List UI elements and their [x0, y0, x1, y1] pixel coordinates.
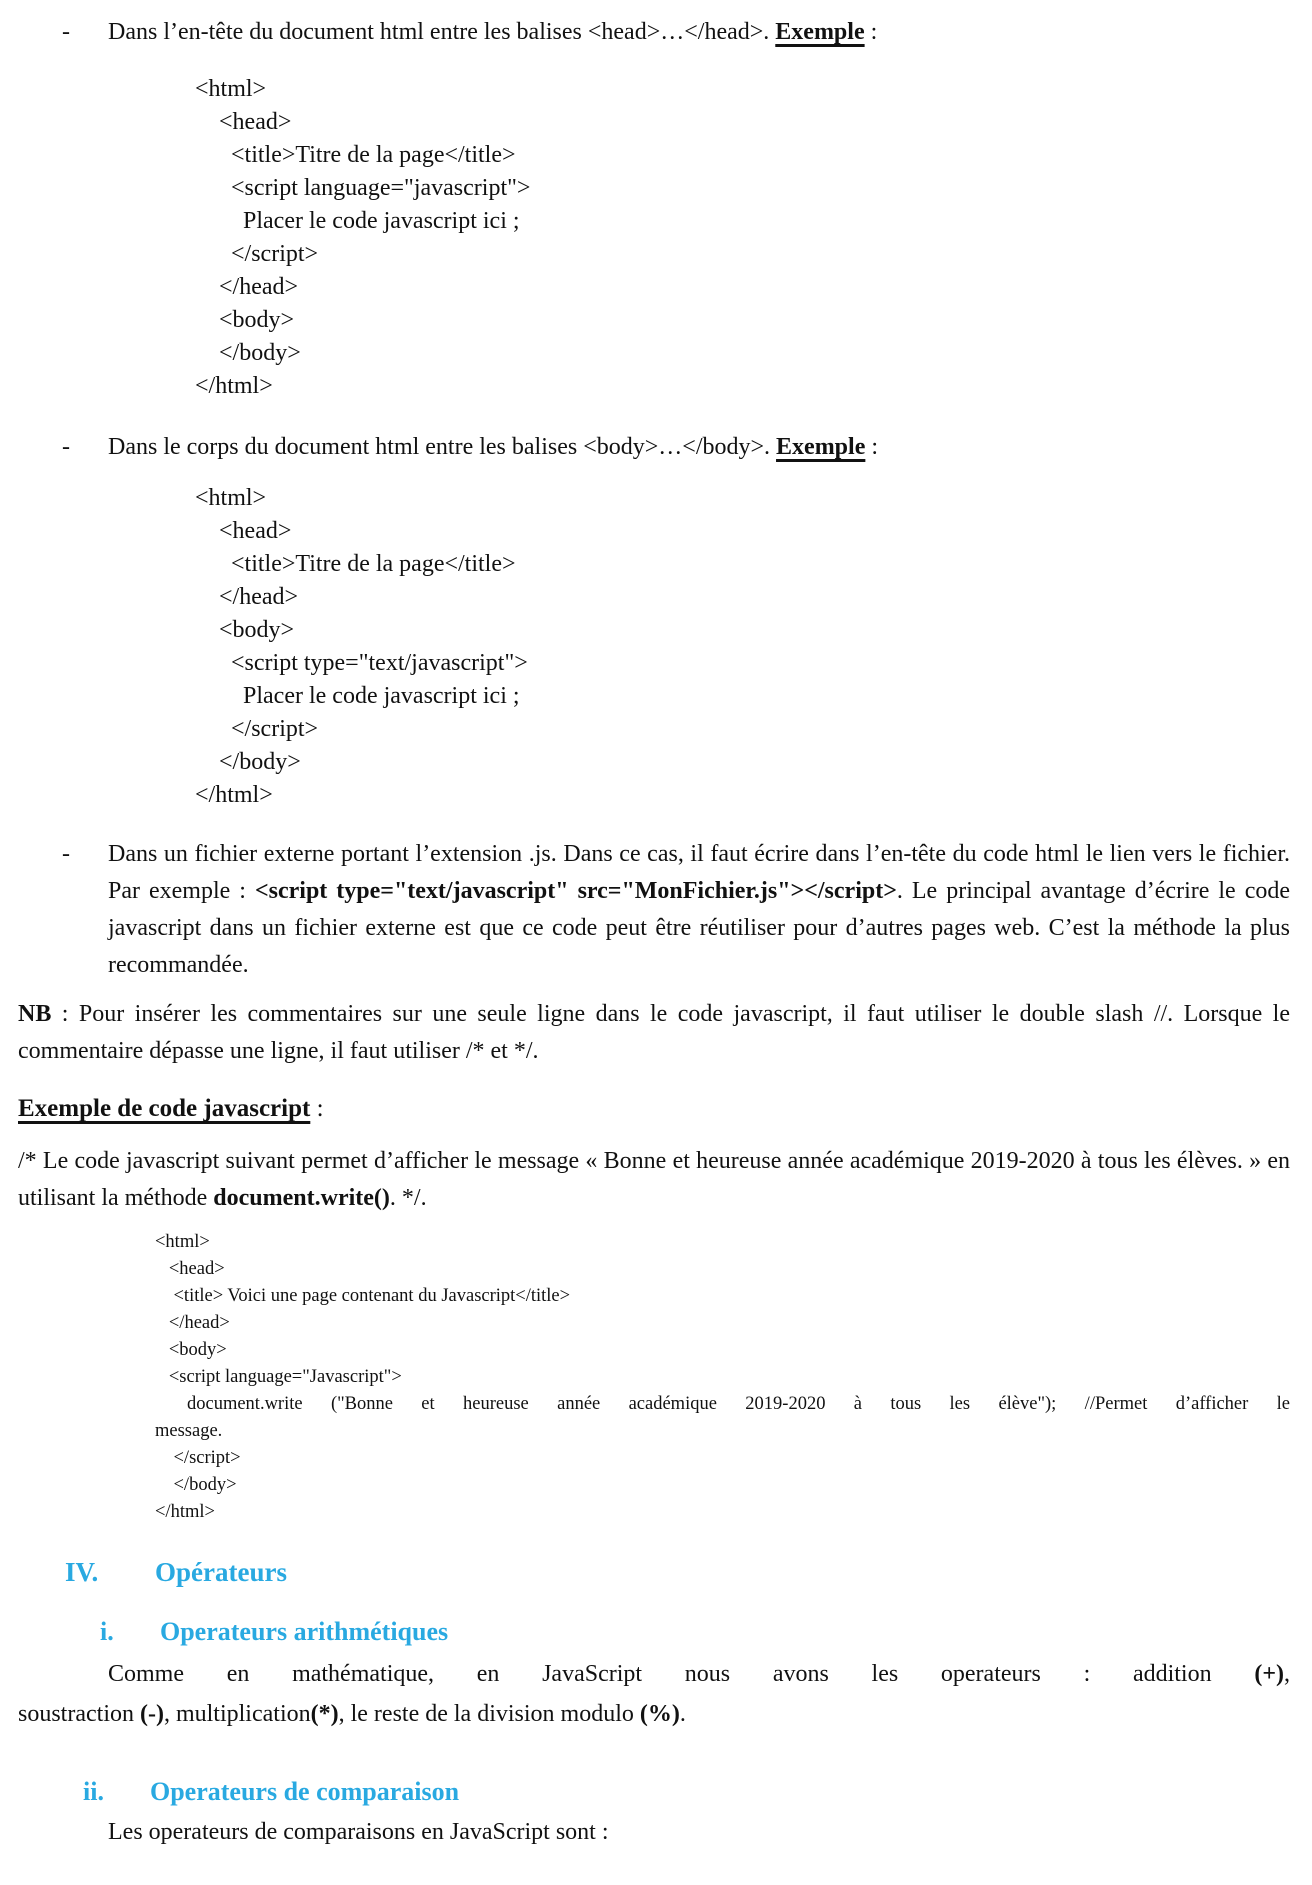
paragraph-arithmetic — [18, 1654, 1290, 1734]
text-segment: , — [1284, 1661, 1290, 1687]
comment-intro-paragraph — [18, 1143, 1290, 1217]
text-segment: Comme en mathématique, en JavaScript nous avons les operateurs : addition — [108, 1661, 1255, 1687]
code-line: </script> — [195, 241, 319, 267]
text-segment: Exemple — [775, 19, 865, 45]
text-segment: : Pour insérer les commentaires sur une seule ligne dans le code javascript, il faut utiliser le double slash //. Lorsque le commentaire dépasse une ligne, il faut utiliser /* et */. — [18, 1001, 1290, 1064]
code-line: <title>Titre de la page</title> — [195, 551, 516, 577]
code-line: <html> — [195, 485, 267, 511]
code-line: </head> — [195, 274, 299, 300]
text-segment: NB — [18, 1001, 52, 1027]
section-heading-operators — [65, 1552, 1290, 1592]
code-block-body-example — [18, 482, 1290, 812]
text-segment: , le reste de la division modulo — [338, 1701, 640, 1727]
text-segment: soustraction — [18, 1701, 140, 1727]
bullet-dash: - — [62, 19, 70, 45]
subsection-label: Operateurs de comparaison — [150, 1777, 460, 1806]
bullet-dash: - — [62, 841, 70, 867]
paragraph-line — [18, 1694, 1290, 1734]
subsection-numeral: ii. — [83, 1777, 104, 1806]
code-line: <title> Voici une page contenant du Javascript</title> — [155, 1286, 571, 1306]
code-line: </html> — [195, 373, 273, 399]
code-line: </body> — [195, 749, 301, 775]
text-segment: . Le principal avantage d’écrire le code javascript dans un fichier externe est que ce code peut être réutiliser pour d’autres pages web. C’est la méthode la plus recommandée. — [108, 878, 1291, 978]
bullet-text — [108, 434, 878, 460]
text-segment: (-) — [139, 1701, 164, 1727]
text-segment: (%) — [639, 1701, 680, 1727]
text-segment: Dans l’en-tête du document html entre les balises <head>…</head>. — [108, 19, 776, 45]
text-segment: /* Le code javascript suivant permet d’afficher le message « Bonne et heureuse année académique 2019-2020 à tous les élèves. » en utilisant la méthode — [18, 1148, 1290, 1211]
text-segment: Dans le corps du document html entre les balises <body>…</body>. — [108, 434, 777, 460]
bullet-item-external-file — [62, 836, 1291, 984]
bullet-dash: - — [62, 434, 70, 460]
bullet-text — [108, 841, 1290, 978]
code-line: <script type="text/javascript"> — [195, 650, 528, 676]
code-line: <head> — [155, 1259, 225, 1279]
code-line: <body> — [195, 617, 295, 643]
code-line: document.write ("Bonne et heureuse année académique 2019-2020 à tous les élève"); //Permet d’afficher le — [187, 1394, 1290, 1414]
subsection-heading-arithmetic — [100, 1612, 1290, 1652]
bullet-text — [108, 19, 877, 45]
paragraph-comparison: Les operateurs de comparaisons en JavaScript sont : — [108, 1819, 609, 1845]
code-line: <head> — [195, 109, 292, 135]
text-segment: : — [310, 1095, 324, 1122]
code-line: message. — [155, 1421, 223, 1441]
code-line: <title>Titre de la page</title> — [195, 142, 516, 168]
text-segment: , multiplication — [163, 1701, 311, 1727]
bullet-item-head-example — [62, 14, 1290, 51]
text-segment: : — [864, 19, 878, 45]
code-line: </html> — [155, 1502, 215, 1522]
code-line: </head> — [155, 1313, 230, 1333]
text-segment: (+) — [1254, 1661, 1284, 1687]
text-segment: (*) — [310, 1701, 339, 1727]
code-line: </script> — [155, 1448, 241, 1468]
section-numeral: IV. — [65, 1557, 99, 1587]
code-line: Placer le code javascript ici ; — [195, 683, 520, 709]
code-line: <script language="javascript"> — [195, 175, 531, 201]
code-line: <html> — [155, 1232, 210, 1252]
code-line: <head> — [195, 518, 292, 544]
code-line: <body> — [195, 307, 295, 333]
example-code-heading — [18, 1090, 1290, 1127]
subsection-heading-comparison — [83, 1772, 1290, 1812]
code-block-head-example — [18, 73, 1290, 403]
text-segment: document.write() — [213, 1185, 390, 1211]
text-segment: <script type="text/javascript" src="MonFichier.js"></script> — [254, 878, 897, 904]
code-block-full-example — [18, 1229, 1290, 1526]
code-line: </html> — [195, 782, 273, 808]
text-segment: Exemple — [776, 434, 866, 460]
code-line: </body> — [195, 340, 301, 366]
code-line: <body> — [155, 1340, 227, 1360]
subsection-label: Operateurs arithmétiques — [160, 1617, 449, 1646]
text-segment: : — [865, 434, 879, 460]
code-line: <script language="Javascript"> — [155, 1367, 402, 1387]
text-segment: . */. — [389, 1185, 427, 1211]
code-line: Placer le code javascript ici ; — [195, 208, 520, 234]
code-line: </script> — [195, 716, 319, 742]
section-label: Opérateurs — [155, 1557, 287, 1587]
paragraph-line — [18, 1654, 1290, 1694]
bullet-item-body-example — [62, 429, 1290, 466]
code-line: </head> — [195, 584, 299, 610]
subsection-numeral: i. — [100, 1617, 114, 1646]
nb-note — [18, 996, 1290, 1070]
code-line: </body> — [155, 1475, 237, 1495]
text-segment: Exemple de code javascript — [18, 1095, 311, 1122]
text-segment: Dans un fichier externe portant l’extension .js. Dans ce cas, il faut écrire dans l’en-tête du code html le lien vers le fichier. Par exemple : — [108, 841, 1290, 904]
code-line: <html> — [195, 76, 267, 102]
text-segment: . — [679, 1701, 686, 1727]
